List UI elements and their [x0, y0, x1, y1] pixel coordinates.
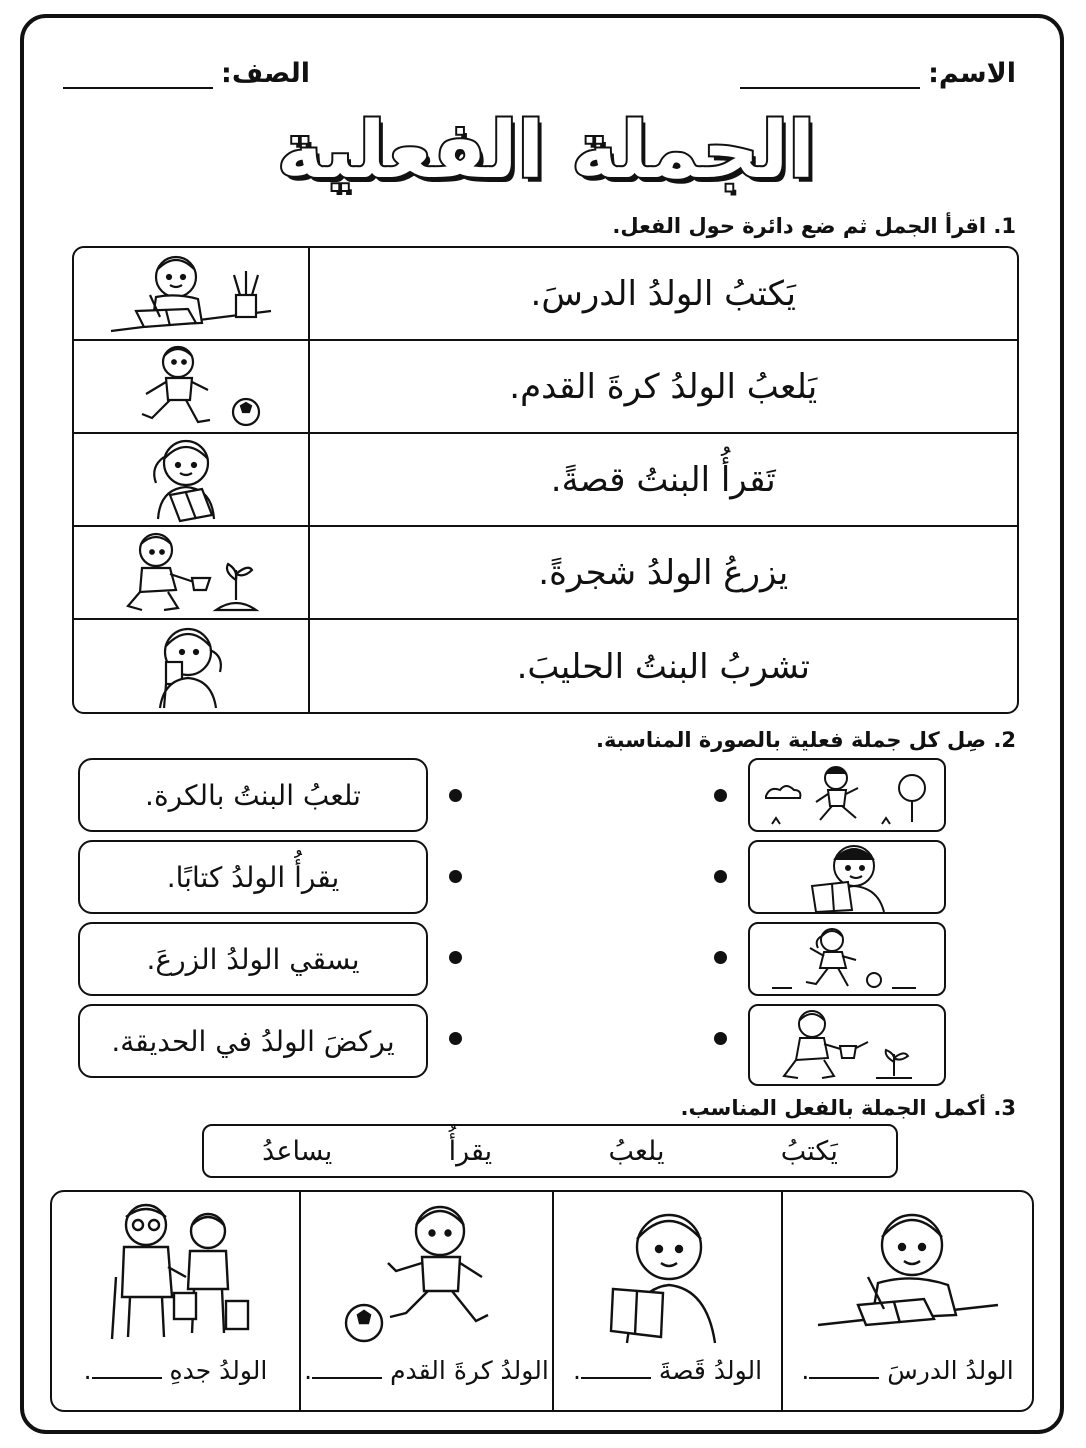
page-title-wrap: [24, 106, 1068, 196]
section3-grid: [50, 1190, 1034, 1412]
match-dot-right[interactable]: [714, 870, 727, 883]
answer-blank[interactable]: [312, 1377, 382, 1379]
sentence-cell[interactable]: تَقرأُ البنتُ قصةً.: [308, 434, 1018, 525]
match-dot-left[interactable]: [449, 870, 462, 883]
class-field[interactable]: [63, 58, 310, 89]
boy-reading-icon: [577, 1192, 757, 1352]
word-bank: [202, 1124, 898, 1178]
answer-blank[interactable]: [92, 1377, 162, 1379]
fill-item: [299, 1192, 552, 1410]
match-dot-right[interactable]: [714, 951, 727, 964]
boy-helping-grandfather-icon: [76, 1192, 276, 1352]
boy-writing-icon: [808, 1192, 1008, 1352]
match-sentence-4[interactable]: يركضَ الولدُ في الحديقة.: [78, 1004, 428, 1078]
table-row: [74, 341, 1017, 434]
girl-playing-ball-icon[interactable]: [748, 922, 946, 996]
fill-sentence: الولدُ قَصةَ .: [572, 1356, 763, 1385]
girl-drinking-icon: [74, 620, 308, 713]
table-row: [74, 620, 1017, 713]
class-label: الصف:: [221, 58, 310, 89]
word-bank-item[interactable]: يَكتبُ: [780, 1135, 838, 1167]
word-bank-item[interactable]: يقرأُ: [448, 1135, 493, 1167]
section1-table: [72, 246, 1019, 714]
match-sentence-3[interactable]: يسقي الولدُ الزرعَ.: [78, 922, 428, 996]
sentence-cell[interactable]: يَكتبُ الولدُ الدرسَ.: [308, 248, 1018, 339]
fill-sentence: الولدُ جدهِ .: [83, 1356, 268, 1385]
name-label: الاسم:: [928, 58, 1016, 89]
match-dot-right[interactable]: [714, 789, 727, 802]
class-blank[interactable]: [63, 63, 213, 89]
sentence-cell[interactable]: يَلعبُ الولدُ كرةَ القدم.: [308, 341, 1018, 432]
match-sentence-1[interactable]: تلعبُ البنتُ بالكرة.: [78, 758, 428, 832]
worksheet: [20, 14, 1064, 1434]
boy-reading-book-icon[interactable]: [748, 840, 946, 914]
fill-item: [52, 1192, 299, 1410]
answer-blank[interactable]: [581, 1377, 651, 1379]
section2-instruction: 2. صِل كل جملة فعلية بالصورة المناسبة.: [595, 728, 1016, 752]
match-dot-right[interactable]: [714, 1032, 727, 1045]
section1-instruction: 1. اقرأ الجمل ثم ضع دائرة حول الفعل.: [612, 214, 1016, 238]
table-row: [74, 248, 1017, 341]
word-bank-item[interactable]: يلعبُ: [608, 1135, 665, 1167]
boy-writing-icon: [74, 248, 308, 339]
match-sentence-2[interactable]: يقرأُ الولدُ كتابًا.: [78, 840, 428, 914]
answer-blank[interactable]: [809, 1377, 879, 1379]
page-title: الجملة الفعلية: [276, 106, 815, 196]
name-field[interactable]: [740, 58, 1016, 89]
boy-kicking-ball-icon: [326, 1192, 526, 1352]
sentence-cell[interactable]: يزرعُ الولدُ شجرةً.: [308, 527, 1018, 618]
fill-sentence: الولدُ الدرسَ .: [801, 1356, 1014, 1385]
table-row: [74, 527, 1017, 620]
section3-instruction: 3. أكمل الجملة بالفعل المناسب.: [680, 1096, 1016, 1120]
match-dot-left[interactable]: [449, 951, 462, 964]
boy-planting-icon: [74, 527, 308, 618]
match-dot-left[interactable]: [449, 1032, 462, 1045]
fill-item: [552, 1192, 781, 1410]
fill-item: [781, 1192, 1032, 1410]
table-row: [74, 434, 1017, 527]
fill-sentence: الولدُ كرةَ القدم .: [304, 1356, 549, 1385]
boy-watering-plant-icon[interactable]: [748, 1004, 946, 1086]
girl-reading-icon: [74, 434, 308, 525]
word-bank-item[interactable]: يساعدُ: [262, 1135, 333, 1167]
sentence-cell[interactable]: تشربُ البنتُ الحليبَ.: [308, 620, 1018, 713]
name-blank[interactable]: [740, 63, 920, 89]
boy-playing-football-icon: [74, 341, 308, 432]
match-dot-left[interactable]: [449, 789, 462, 802]
boy-running-park-icon[interactable]: [748, 758, 946, 832]
